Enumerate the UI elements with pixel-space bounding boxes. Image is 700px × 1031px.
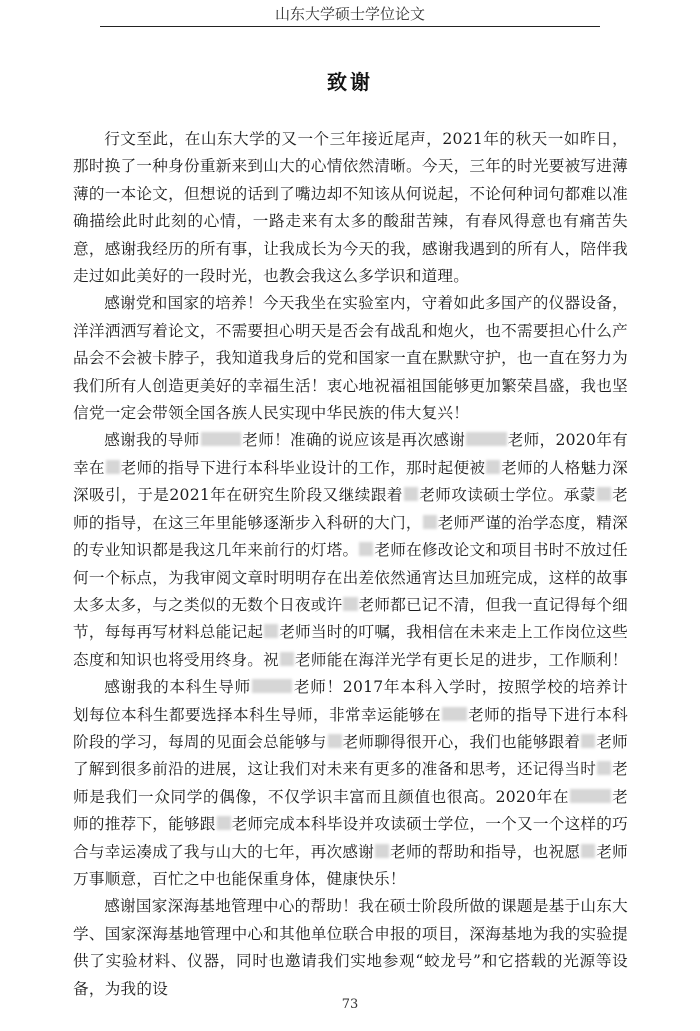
paragraph-text: 行文至此，在山东大学的又一个三年接近尾声，2021年的秋天一如昨日，那时换了一种身份重新来到山大的心情依然清晰。今天，三年的时光要被写进薄薄的一本论文，但想说的话到了嘴边却不知该从何说起，不论何种词句都难以准确描绘此时此刻的心情，一路走来有太多的酸甜苦辣，有春风得意也有痛苦失意，感谢我经历的所有事，让我成长为今天的我，感谢我遇到的所有人，陪伴我走过如此美好的一段时光，也教会我这么多学识和道理。 [73,130,628,286]
paragraph-2 [73,290,628,427]
redacted-name [264,624,278,638]
redacted-name [280,652,294,666]
redacted-name [359,542,373,556]
paragraph-1 [73,126,628,290]
paragraph-text: 老师攻读硕士学位。承蒙 [419,486,596,505]
paragraph-text: 老师！准确的说应该是再次感谢 [242,431,466,450]
redacted-name [597,761,611,775]
paragraph-text: 老师当时的叮嘱，我相信在未来走上工作岗位这些态度和知识也将受用终身。祝 [73,623,628,669]
paragraph-4 [73,674,628,893]
paragraph-text: 老师的指导下进行本科毕业设计的工作，那时起便被 [120,458,486,477]
paragraph-text: 老师！2017年本科入学时，按照学校的培养计划每位本科生都要选择本科生导师，非常幸运能够在 [73,678,628,724]
paragraph-text: 老师都已记不清，但我一直记得每个细节，每每再写材料总能记起 [73,595,628,642]
paragraph-3 [73,427,628,674]
redacted-name [375,844,389,858]
redacted-name [252,679,293,693]
paragraph-text: 老师万事顺意，百忙之中也能保重身体，健康快乐！ [73,842,628,888]
paragraph-text: 老师的帮助和指导，也祝愿 [390,842,581,861]
paragraph-text: 感谢我的导师 [104,431,200,450]
redacted-name [217,816,231,830]
redacted-name [423,515,437,529]
paragraph-text: 感谢国家深海基地管理中心的帮助！我在硕士阶段所做的课题是基于山东大学、国家深海基地管理中心和其他单位联合申报的项目，深海基地为我的实验提供了实验材料、仪器，同时也邀请我们实地参观“蛟龙号”和它搭载的光源等设备，为我的设 [73,897,628,998]
page-number: 73 [341,997,359,1012]
redacted-name [343,597,357,611]
redacted-name [201,432,242,446]
redacted-name [466,432,507,446]
paragraph-text: 老师在修改论文和项目书时不放过任何一个标点，为我审阅文章时明明存在出差依然通宵达旦加班完成，这样的故事太多太多，与之类似的无数个日夜或许 [73,541,628,614]
redacted-name [597,487,611,501]
redacted-name [442,707,467,721]
redacted-name [106,460,120,474]
paragraph-text: 老师的推荐下，能够跟 [73,787,628,834]
paragraph-text: 老师的指导下进行本科阶段的学习，每周的见面会总能够与 [73,705,628,751]
redacted-name [404,487,418,501]
paragraph-text: 感谢党和国家的培养！今天我坐在实验室内，守着如此多国产的仪器设备，洋洋洒洒写着论文，不需要担心明天是否会有战乱和炮火，也不需要担心什么产品会不会被卡脖子，我知道我身后的党和国家一直在默默守护，也一直在努力为我们所有人创造更美好的幸福生活！衷心地祝福祖国能够更加繁荣昌盛，我也坚信党一定会带领全国各族人民实现中华民族的伟大复兴！ [73,294,628,423]
paragraph-text: 老师聊得很开心，我们也能够跟着 [342,732,581,751]
redacted-name [328,734,342,748]
redacted-name [486,460,500,474]
redacted-name [570,789,611,803]
running-header [100,4,600,27]
page-title: 致谢 [327,70,373,94]
paragraph-text: 老师完成本科毕设并攻读硕士学位，一个又一个这样的巧合与幸运凑成了我与山大的七年，再次感谢 [73,815,628,861]
paragraph-text: 感谢我的本科生导师 [104,678,251,697]
paragraph-text: 老师能在海洋光学有更长足的进步，工作顺利！ [295,650,628,669]
paragraph-text: 老师是我们一众同学的偶像，不仅学识丰富而且颜值也很高。2020年在 [73,760,628,806]
acknowledgement-body [73,126,628,1003]
paragraph-5 [73,893,628,1003]
header-title: 山东大学硕士学位论文 [274,5,425,23]
paragraph-text: 老师的指导，在这三年里能够逐渐步入科研的大门， [73,486,628,532]
paragraph-text: 老师，2020年有幸在 [73,431,628,477]
paragraph-text: 老师了解到很多前沿的进展，这让我们对未来有更多的准备和思考，还记得当时 [73,732,628,779]
paragraph-text: 老师严谨的治学态度，精深的专业知识都是我这几年来前行的灯塔。 [73,513,628,560]
paragraph-text: 老师的人格魅力深深吸引，于是2021年在研究生阶段又继续跟着 [73,458,628,505]
redacted-name [581,734,595,748]
redacted-name [581,844,595,858]
